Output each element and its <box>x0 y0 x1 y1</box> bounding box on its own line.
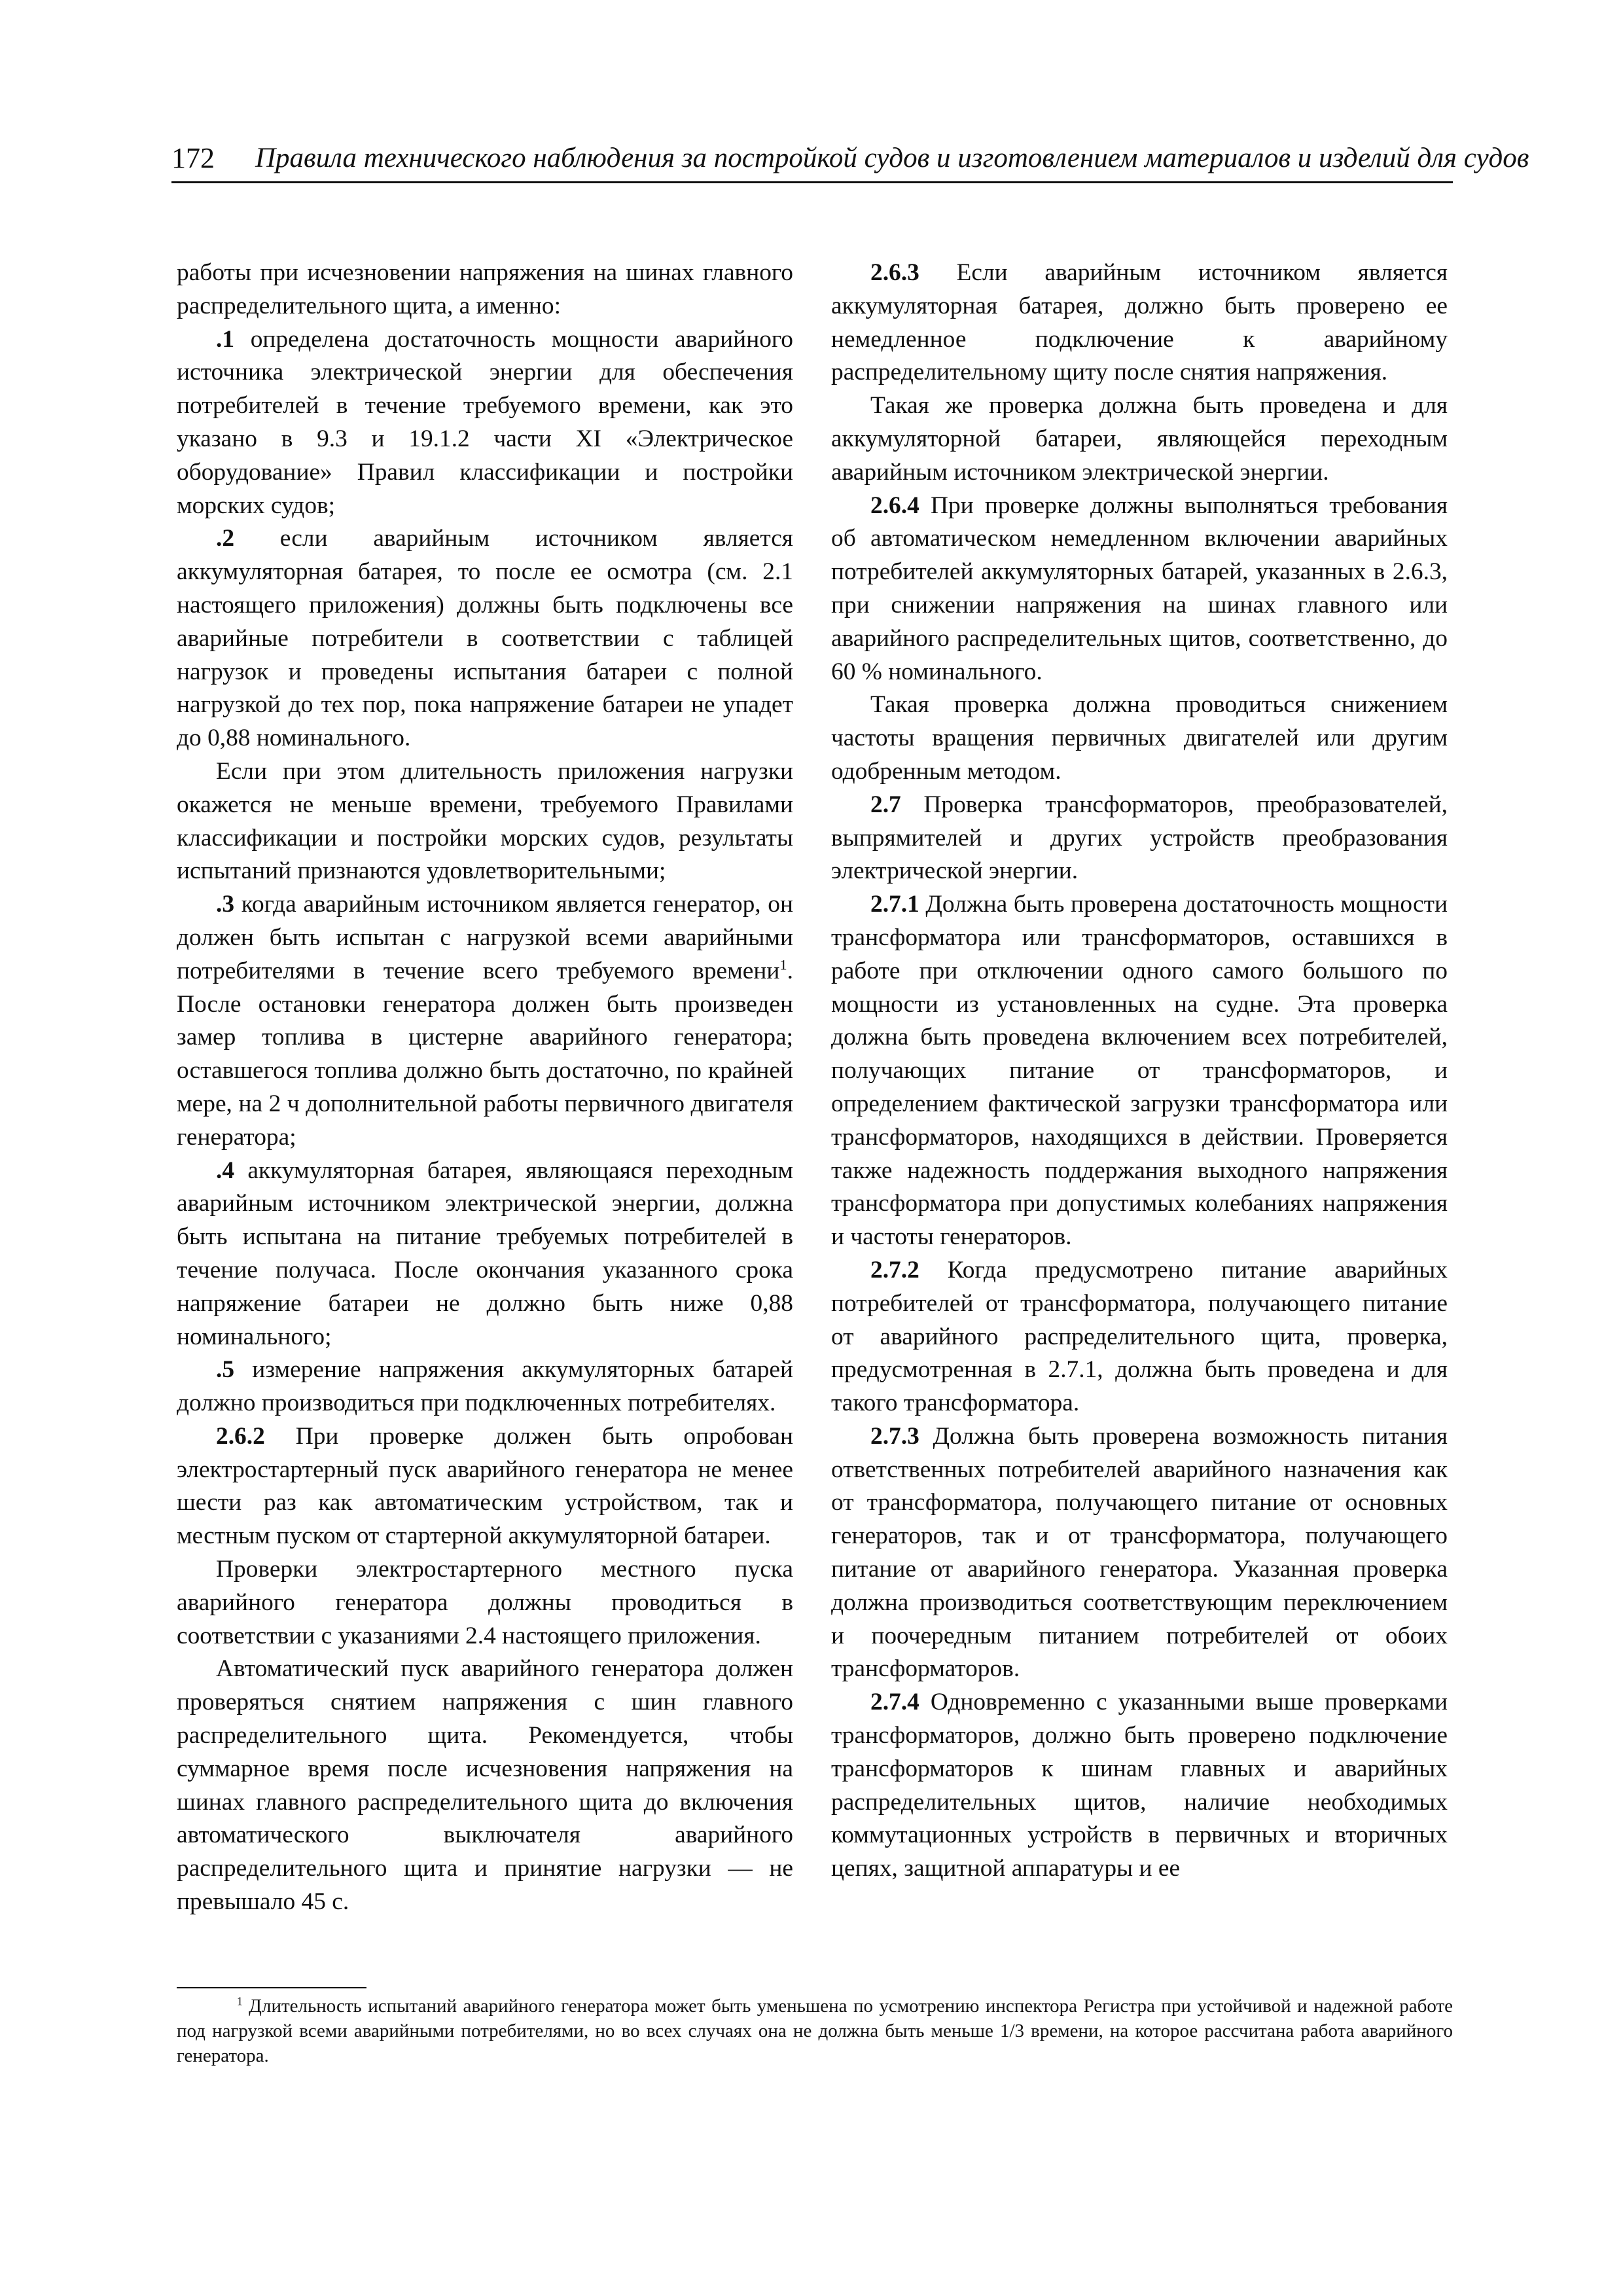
paragraph <box>831 789 1448 888</box>
paragraph <box>831 389 1448 489</box>
paragraph-text: Когда предусмотрено питание аварийных потребителей от трансформатора, получающего питание от аварийного распределительного щита, проверка, предусмотренная в 2.7.1, должна быть проведена и для такого трансформатора. <box>831 1256 1448 1417</box>
paragraph-text: Проверка трансформаторов, преобразователей, выпрямителей и других устройств преобразования электрической энергии. <box>831 791 1448 885</box>
paragraph-text: измерение напряжения аккумуляторных батарей должно производиться при подключенных потребителях. <box>177 1356 793 1417</box>
paragraph-text: Должна быть проверена возможность питания ответственных потребителей аварийного назначения как от трансформатора, получающего питание от основных генераторов, так и от трансформатора, получающего питание от аварийного генератора. Указанная проверка должна производиться соответствующим переключением и поочередным питанием потребителей от обоих трансформаторов. <box>831 1422 1448 1683</box>
paragraph-text: При проверке должен быть опробован электростартерный пуск аварийного генератора не менее шести раз как автоматическим устройством, так и местным пуском от стартерной аккумуляторной батареи. <box>177 1422 793 1550</box>
paragraph-text: Должна быть проверена достаточность мощности трансформатора или трансформаторов, оставшихся в работе при отключении одного самого большого по мощности из установленных на судне. Эта проверка должна быть проведена включением всех потребителей, получающих питание от трансформаторов, и определением фактической загрузки трансформатора или трансформаторов, находящихся в действии. Проверяется также надежность поддержания выходного напряжения трансформатора при допустимых колебаниях напряжения и частоты генераторов. <box>831 891 1448 1251</box>
paragraph-text: когда аварийным источником является генератор, он должен быть испытан с нагрузкой всеми аварийными потребителями в течение всего требуемого времени <box>177 891 793 984</box>
paragraph-text: Такая проверка должна проводиться снижением частоты вращения первичных двигателей или другим одобренным методом. <box>831 691 1448 785</box>
clause-number: .2 <box>216 525 235 552</box>
paragraph <box>831 1420 1448 1686</box>
clause-number: .1 <box>216 325 235 353</box>
paragraph-text: Автоматический пуск аварийного генератора должен проверяться снятием напряжения с шин главного распределительного щита. Рекомендуется, чтобы суммарное время после исчезновения напряжения на шинах главного распределительного щита до включения автоматического выключателя аварийного распределительного щита и принятие нагрузки — не превышало 45 с. <box>177 1655 793 1916</box>
paragraph <box>177 1354 793 1420</box>
footnote-reference[interactable]: 1 <box>779 956 787 973</box>
paragraph-text: работы при исчезновении напряжения на шинах главного распределительного щита, а именно: <box>177 259 793 319</box>
left-column <box>177 257 793 1919</box>
paragraph-text: Такая же проверка должна быть проведена и для аккумуляторной батареи, являющейся переходным аварийным источником электрической энергии. <box>831 392 1448 486</box>
footnote <box>177 1994 1453 2068</box>
clause-number: 2.7.3 <box>870 1422 919 1450</box>
clause-number: .5 <box>216 1356 235 1384</box>
right-column <box>831 257 1448 1886</box>
paragraph <box>831 888 1448 1254</box>
paragraph <box>177 522 793 755</box>
paragraph <box>177 257 793 323</box>
paragraph-text: . После остановки генератора должен быть произведен замер топлива в цистерне аварийного генератора; оставшегося топлива должно быть достаточно, по крайней мере, на 2 ч дополнительной работы первичного двигателя генератора; <box>177 957 793 1151</box>
paragraph <box>177 1553 793 1653</box>
clause-number: .4 <box>216 1157 235 1184</box>
paragraph <box>831 490 1448 689</box>
footnote-divider <box>177 1987 366 1988</box>
running-title: Правила технического наблюдения за постройкой судов и изготовлением материалов и изделий для судов <box>255 143 1529 173</box>
paragraph <box>177 323 793 523</box>
paragraph <box>177 1653 793 1918</box>
clause-number: 2.7.2 <box>870 1256 919 1283</box>
page-header <box>171 139 1529 178</box>
clause-number: 2.7.1 <box>870 891 919 918</box>
paragraph-text: если аварийным источником является аккумуляторная батарея, то после ее осмотра (см. 2.1 настоящего приложения) должны быть подключены все аварийные потребители в соответствии с таблицей нагрузок и проведены испытания батареи с полной нагрузкой до тех пор, пока напряжение батареи не упадет до 0,88 номинального. <box>177 525 793 752</box>
clause-number: 2.6.4 <box>870 492 919 519</box>
footnote-marker: 1 <box>237 1994 243 2008</box>
clause-number: 2.6.3 <box>870 259 919 286</box>
paragraph-text: Проверки электростартерного местного пуска аварийного генератора должны проводиться в соответствии с указаниями 2.4 настоящего приложения. <box>177 1556 793 1649</box>
footnote-text: Длительность испытаний аварийного генератора может быть уменьшена по усмотрению инспектора Регистра при устойчивой и надежной работе под нагрузкой всеми аварийными потребителями, но во всех случаях она не должна быть меньше 1/3 времени, на которое рассчитана работа аварийного генератора. <box>177 1996 1453 2066</box>
header-divider <box>171 181 1453 183</box>
paragraph <box>177 1155 793 1354</box>
paragraph-text: определена достаточность мощности аварийного источника электрической энергии для обеспечения потребителей в течение требуемого времени, как это указано в 9.3 и 19.1.2 части XI «Электрическое оборудование» Правил классификации и постройки морских судов; <box>177 325 793 519</box>
clause-number: 2.6.2 <box>216 1422 265 1450</box>
paragraph <box>831 257 1448 389</box>
paragraph <box>177 755 793 888</box>
paragraph <box>831 689 1448 788</box>
paragraph <box>831 1254 1448 1420</box>
paragraph <box>831 1686 1448 1886</box>
paragraph-text: аккумуляторная батарея, являющаяся переходным аварийным источником электрической энергии, должна быть испытана на питание требуемых потребителей в течение получаса. После окончания указанного срока напряжение батареи не должно быть ниже 0,88 номинального; <box>177 1157 793 1350</box>
paragraph-text: Если аварийным источником является аккумуляторная батарея, должно быть проверено ее немедленное подключение к аварийному распределительному щиту после снятия напряжения. <box>831 259 1448 386</box>
paragraph-text: Одновременно с указанными выше проверками трансформаторов, должно быть проверено подключение трансформаторов к шинам главных и аварийных распределительных щитов, наличие необходимых коммутационных устройств в первичных и вторичных цепях, защитной аппаратуры и ее <box>831 1689 1448 1882</box>
clause-number: .3 <box>216 891 235 918</box>
paragraph-text: Если при этом длительность приложения нагрузки окажется не меньше времени, требуемого Правилами классификации и постройки морских судов, результаты испытаний признаются удовлетворительными; <box>177 757 793 885</box>
paragraph-text: При проверке должны выполняться требования об автоматическом немедленном включении аварийных потребителей аккумуляторных батарей, указанных в 2.6.3, при снижении напряжения на шинах главного или аварийного распределительных щитов, соответственно, до 60 % номинального. <box>831 492 1448 685</box>
paragraph <box>177 1420 793 1553</box>
clause-number: 2.7.4 <box>870 1689 919 1716</box>
clause-number: 2.7 <box>870 791 901 818</box>
page-number: 172 <box>171 142 215 174</box>
paragraph <box>177 888 793 1154</box>
